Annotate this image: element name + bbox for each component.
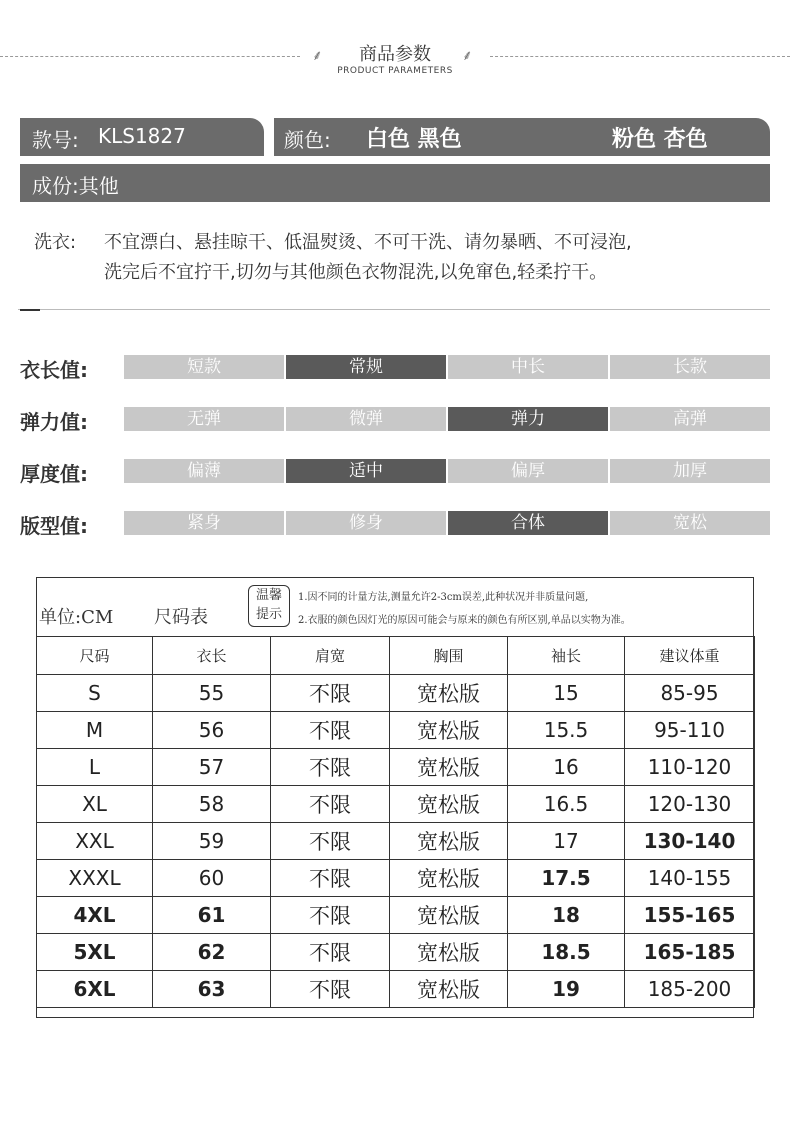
cell-sleeve: 16 (508, 749, 625, 786)
option-mid-length: 中长 (448, 355, 608, 379)
cell-chest: 宽松版 (390, 675, 508, 712)
cell-size: 4XL (37, 897, 153, 934)
note-1: 1.因不同的计量方法,测量允许2-3cm误差,此种状况并非质量问题, (298, 592, 589, 603)
cell-shoulder: 不限 (271, 897, 390, 934)
cell-size: L (37, 749, 153, 786)
option-loose: 宽松 (610, 511, 770, 535)
cell-sleeve: 17.5 (508, 860, 625, 897)
option-high-stretch: 高弹 (610, 407, 770, 431)
option-short: 短款 (124, 355, 284, 379)
cell-weight: 140-155 (625, 860, 755, 897)
cell-shoulder: 不限 (271, 749, 390, 786)
cell-length: 62 (153, 934, 271, 971)
option-medium: 适中 (286, 459, 446, 483)
cell-weight: 110-120 (625, 749, 755, 786)
washing-label: 洗衣: (34, 232, 77, 253)
table-row (37, 712, 755, 749)
cell-size: S (37, 675, 153, 712)
attribute-label: 弹力值: (20, 410, 88, 434)
cell-size: 6XL (37, 971, 153, 1008)
table-row (37, 786, 755, 823)
cell-size: XXL (37, 823, 153, 860)
cell-sleeve: 18.5 (508, 934, 625, 971)
note-2: 2.衣服的颜色因灯光的原因可能会与原来的颜色有所区别,单品以实物为准。 (298, 615, 631, 626)
option-slight-stretch: 微弹 (286, 407, 446, 431)
cell-sleeve: 17 (508, 823, 625, 860)
style-number-bar (20, 118, 264, 156)
option-regular: 常规 (286, 355, 446, 379)
section-subtitle: PRODUCT PARAMETERS (337, 66, 453, 76)
attribute-label: 版型值: (20, 514, 88, 538)
style-number-label: 款号: (32, 128, 79, 152)
bow-icon-right: ⸙ (462, 48, 473, 64)
tip-badge (248, 585, 290, 627)
header-shoulder: 肩宽 (271, 637, 390, 675)
cell-weight: 120-130 (625, 786, 755, 823)
option-stretch: 弹力 (448, 407, 608, 431)
table-row (37, 823, 755, 860)
option-tight: 紧身 (124, 511, 284, 535)
cell-size: 5XL (37, 934, 153, 971)
table-row (37, 934, 755, 971)
cell-shoulder: 不限 (271, 712, 390, 749)
tip-label-1: 温馨 (255, 588, 282, 603)
washing-line-1: 不宜漂白、悬挂晾干、低温熨烫、不可干洗、请勿暴晒、不可浸泡, (104, 232, 632, 253)
attribute-label: 厚度值: (20, 462, 88, 486)
cell-length: 58 (153, 786, 271, 823)
cell-shoulder: 不限 (271, 934, 390, 971)
cell-size: M (37, 712, 153, 749)
cell-shoulder: 不限 (271, 971, 390, 1008)
cell-chest: 宽松版 (390, 971, 508, 1008)
washing-line-2: 洗完后不宜拧干,切勿与其他颜色衣物混洗,以免窜色,轻柔拧干。 (104, 262, 608, 283)
color-bar (274, 118, 770, 156)
header-sleeve: 袖长 (508, 637, 625, 675)
cell-sleeve: 19 (508, 971, 625, 1008)
cell-shoulder: 不限 (271, 860, 390, 897)
cell-size: XL (37, 786, 153, 823)
cell-weight: 185-200 (625, 971, 755, 1008)
divider-accent (20, 309, 40, 311)
cell-weight: 85-95 (625, 675, 755, 712)
table-row (37, 749, 755, 786)
cell-chest: 宽松版 (390, 749, 508, 786)
cell-weight: 165-185 (625, 934, 755, 971)
color-values-a: 白色 黑色 (366, 127, 462, 152)
cell-length: 57 (153, 749, 271, 786)
cell-length: 56 (153, 712, 271, 749)
cell-shoulder: 不限 (271, 675, 390, 712)
table-row (37, 860, 755, 897)
size-chart-title: 尺码表 (154, 607, 208, 628)
style-number-value: KLS1827 (98, 124, 186, 148)
divider (18, 309, 770, 310)
option-extra-thick: 加厚 (610, 459, 770, 483)
cell-length: 55 (153, 675, 271, 712)
header-length: 衣长 (153, 637, 271, 675)
cell-size: XXXL (37, 860, 153, 897)
table-row (37, 971, 755, 1008)
size-table (36, 636, 755, 1008)
header-size: 尺码 (37, 637, 153, 675)
cell-chest: 宽松版 (390, 712, 508, 749)
option-no-stretch: 无弹 (124, 407, 284, 431)
cell-chest: 宽松版 (390, 934, 508, 971)
table-header-row (37, 637, 755, 675)
option-regular-fit: 合体 (448, 511, 608, 535)
cell-weight: 155-165 (625, 897, 755, 934)
header-chest: 胸围 (390, 637, 508, 675)
cell-length: 59 (153, 823, 271, 860)
cell-sleeve: 18 (508, 897, 625, 934)
color-label: 颜色: (284, 128, 331, 152)
bow-icon-left: ⸙ (312, 48, 323, 64)
material-bar (20, 164, 770, 202)
unit-label: 单位:CM (39, 607, 114, 628)
tip-label-2: 提示 (255, 607, 282, 622)
option-long: 长款 (610, 355, 770, 379)
cell-chest: 宽松版 (390, 823, 508, 860)
material-text: 成份:其他 (32, 174, 119, 198)
attribute-label: 衣长值: (20, 358, 88, 382)
section-title: 商品参数 (359, 44, 431, 65)
cell-chest: 宽松版 (390, 860, 508, 897)
cell-weight: 130-140 (625, 823, 755, 860)
option-slim: 修身 (286, 511, 446, 535)
cell-length: 63 (153, 971, 271, 1008)
cell-sleeve: 15 (508, 675, 625, 712)
cell-weight: 95-110 (625, 712, 755, 749)
cell-length: 60 (153, 860, 271, 897)
table-row (37, 675, 755, 712)
cell-chest: 宽松版 (390, 897, 508, 934)
option-thin: 偏薄 (124, 459, 284, 483)
table-row (37, 897, 755, 934)
header-weight: 建议体重 (625, 637, 755, 675)
cell-shoulder: 不限 (271, 786, 390, 823)
cell-chest: 宽松版 (390, 786, 508, 823)
cell-sleeve: 16.5 (508, 786, 625, 823)
color-values-b: 粉色 杏色 (612, 127, 708, 152)
cell-sleeve: 15.5 (508, 712, 625, 749)
cell-shoulder: 不限 (271, 823, 390, 860)
option-thick: 偏厚 (448, 459, 608, 483)
cell-length: 61 (153, 897, 271, 934)
